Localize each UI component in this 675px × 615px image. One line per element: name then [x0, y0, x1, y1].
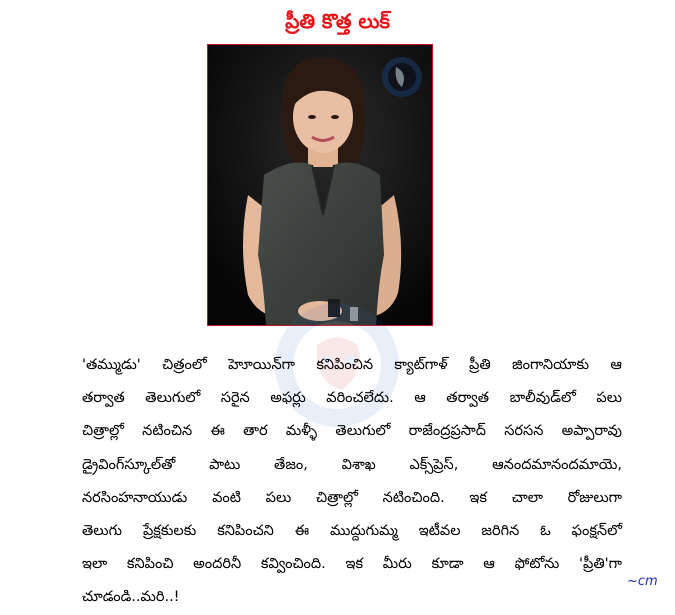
- article-line-7: ఇలా కనిపించి అందరినీ కవ్వించింది. ఇక మీరు కూడా ఆ ఫోటోను 'ప్రీతి'గా: [82, 556, 622, 573]
- article-line-5: నరసింహనాయుడు వంటి పలు చిత్రాల్లో నటించింది. ఇక చాలా రోజులుగా: [82, 489, 622, 506]
- headline: ప్రీతి కొత్త లుక్: [285, 9, 390, 33]
- article-body: [82, 349, 622, 615]
- article-line-1: 'తమ్ముడు' చిత్రంలో హెూయిన్‌గా కనిపించిన క్యాట్‌గాళ్ ప్రీతి జింగానియాకు ఆ: [82, 357, 622, 373]
- article-line-2: తర్వాత తెలుగులో సరైన అఫర్లు వరించలేదు. ఆ తర్వాత బాలీవుడ్‌లో పలు: [82, 390, 622, 407]
- article-line-4: డ్రైవింగ్‌స్కూల్‌తో పాటు తేజం, విశాఖ ఎక్స్‌ప్రెస్, ఆనందమానందమాయె,: [82, 456, 622, 473]
- article-line-3: చిత్రాల్లో నటించిన ఈ తార మళ్ళీ తెలుగులో రాజేంద్రప్రసాద్ సరసన అప్పారావు: [82, 423, 622, 440]
- celebrity-portrait-photo: [208, 45, 433, 326]
- article-photo: [207, 44, 433, 326]
- article-line-6: తెలుగు ప్రేక్షకులకు కనిపించని ఈ ముద్దుగుమ్మ ఇటీవల జరిగిన ఓ ఫంక్షన్‌లో: [82, 523, 622, 540]
- background-logo-icon: [382, 57, 422, 97]
- article-line-8: చూడండి..మరి..!: [82, 589, 180, 606]
- author-signature: ~cm: [627, 574, 658, 589]
